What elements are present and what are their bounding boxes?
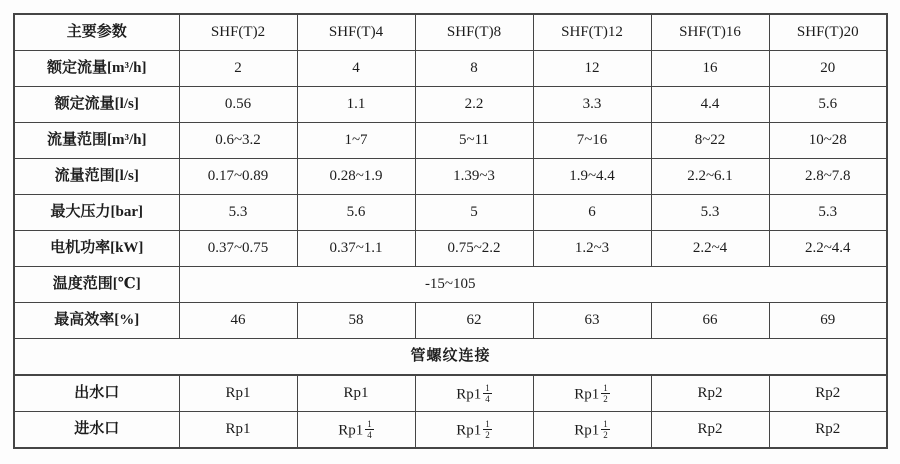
row-label: 额定流量[l/s] (14, 87, 179, 123)
cell-value: Rp1 (179, 412, 297, 449)
cell-value: 2 (179, 51, 297, 87)
cell-value: 7~16 (533, 123, 651, 159)
table-row (14, 267, 887, 303)
cell-value: 5.6 (769, 87, 887, 123)
cell-value: 1.39~3 (415, 159, 533, 195)
cell-value: 5.3 (769, 195, 887, 231)
cell-value: Rp2 (651, 412, 769, 449)
cell-value: Rp2 (651, 375, 769, 412)
table-row (14, 195, 887, 231)
cell-value: 20 (769, 51, 887, 87)
table-row (14, 159, 887, 195)
cell-value: 2.2~4.4 (769, 231, 887, 267)
row-label: 流量范围[l/s] (14, 159, 179, 195)
cell-value: Rp1 (179, 375, 297, 412)
cell-value: 5~11 (415, 123, 533, 159)
cell-value: 0.28~1.9 (297, 159, 415, 195)
spec-table-body (14, 14, 887, 448)
cell-value: 1.2~3 (533, 231, 651, 267)
cell-value: 5.3 (179, 195, 297, 231)
header-param-label: 主要参数 (14, 14, 179, 51)
section-header: 管螺纹连接 (14, 339, 887, 376)
cell-value: -15~105 (179, 267, 887, 303)
fraction: $\frac{1}{4}$ (485, 382, 490, 404)
cell-value: 10~28 (769, 123, 887, 159)
cell-value: 1.9~4.4 (533, 159, 651, 195)
cell-value: 8~22 (651, 123, 769, 159)
cell-value: 0.56 (179, 87, 297, 123)
header-row (14, 14, 887, 51)
cell-value: 2.2~4 (651, 231, 769, 267)
header-model: SHF(T)20 (769, 14, 887, 51)
cell-value: 46 (179, 303, 297, 339)
cell-value: 3.3 (533, 87, 651, 123)
header-model: SHF(T)12 (533, 14, 651, 51)
table-row (14, 339, 887, 376)
cell-value: 2.2~6.1 (651, 159, 769, 195)
row-label: 最高效率[%] (14, 303, 179, 339)
cell-value: 69 (769, 303, 887, 339)
row-label: 电机功率[kW] (14, 231, 179, 267)
cell-value: Rp1 $\frac{1}{2}$ (415, 412, 533, 449)
row-label: 温度范围[℃] (14, 267, 179, 303)
cell-value: 2.8~7.8 (769, 159, 887, 195)
row-label: 最大压力[bar] (14, 195, 179, 231)
table-row (14, 51, 887, 87)
cell-value: 4.4 (651, 87, 769, 123)
cell-value: Rp2 (769, 375, 887, 412)
cell-value: 1~7 (297, 123, 415, 159)
row-label: 额定流量[m³/h] (14, 51, 179, 87)
fraction: $\frac{1}{2}$ (603, 418, 608, 440)
cell-value: 0.37~1.1 (297, 231, 415, 267)
header-model: SHF(T)2 (179, 14, 297, 51)
cell-value: 12 (533, 51, 651, 87)
header-model: SHF(T)4 (297, 14, 415, 51)
table-row (14, 303, 887, 339)
fraction: $\frac{1}{4}$ (367, 418, 372, 440)
row-label: 流量范围[m³/h] (14, 123, 179, 159)
cell-value: Rp1 $\frac{1}{4}$ (297, 412, 415, 449)
cell-value: 0.37~0.75 (179, 231, 297, 267)
table-row (14, 375, 887, 412)
cell-value: 16 (651, 51, 769, 87)
cell-value: 0.17~0.89 (179, 159, 297, 195)
table-row (14, 123, 887, 159)
fraction: $\frac{1}{2}$ (603, 382, 608, 404)
cell-value: 2.2 (415, 87, 533, 123)
header-model: SHF(T)16 (651, 14, 769, 51)
cell-value: 5.3 (651, 195, 769, 231)
cell-value: Rp1 $\frac{1}{4}$ (415, 375, 533, 412)
cell-value: Rp1 $\frac{1}{2}$ (533, 375, 651, 412)
cell-value: 8 (415, 51, 533, 87)
cell-value: 4 (297, 51, 415, 87)
cell-value: 0.6~3.2 (179, 123, 297, 159)
table-row (14, 231, 887, 267)
cell-value: 62 (415, 303, 533, 339)
cell-value: Rp2 (769, 412, 887, 449)
cell-value: 63 (533, 303, 651, 339)
table-row (14, 412, 887, 449)
cell-value: 0.75~2.2 (415, 231, 533, 267)
cell-value: Rp1 $\frac{1}{2}$ (533, 412, 651, 449)
fraction: $\frac{1}{2}$ (485, 418, 490, 440)
cell-value: Rp1 (297, 375, 415, 412)
cell-value: 5 (415, 195, 533, 231)
row-label: 出水口 (14, 375, 179, 412)
cell-value: 66 (651, 303, 769, 339)
cell-value: 6 (533, 195, 651, 231)
row-label: 进水口 (14, 412, 179, 449)
table-row (14, 87, 887, 123)
cell-value: 58 (297, 303, 415, 339)
pump-spec-table (13, 13, 888, 449)
header-model: SHF(T)8 (415, 14, 533, 51)
cell-value: 5.6 (297, 195, 415, 231)
cell-value: 1.1 (297, 87, 415, 123)
